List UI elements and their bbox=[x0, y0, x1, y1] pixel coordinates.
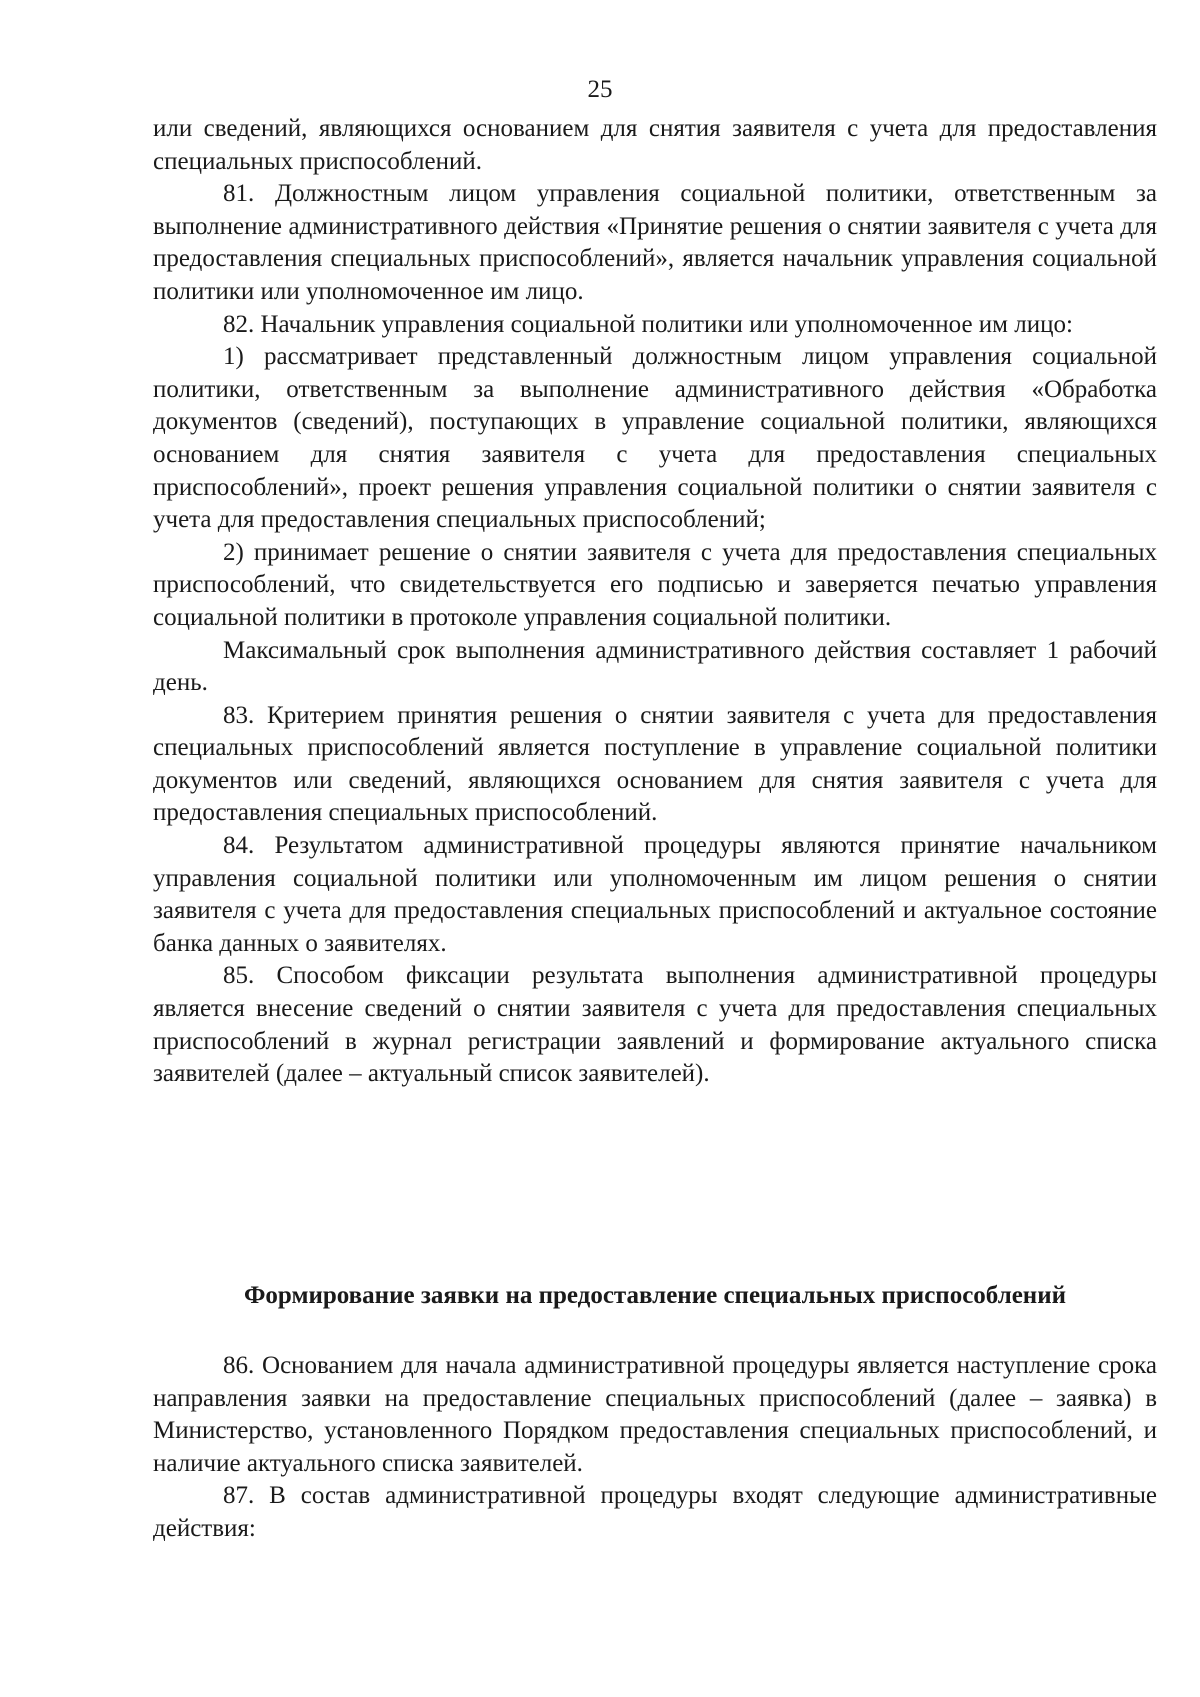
paragraph-81: 81. Должностным лицом управления социальной политики, ответственным за выполнение административного действия «Принятие решения о снятии заявителя с учета для предоставления специальных приспособлений», является начальник управления социальной политики или уполномоченное им лицо. bbox=[153, 180, 1157, 305]
paragraph-84: 84. Результатом административной процедуры являются принятие начальником управления социальной политики или уполномоченным им лицом решения о снятии заявителя с учета для предоставления специальных приспособлений и актуальное состояние банка данных о заявителях. bbox=[153, 832, 1157, 957]
paragraph-max-term: Максимальный срок выполнения административного действия составляет 1 рабочий день. bbox=[153, 636, 1157, 697]
paragraph-82-item-1: 1) рассматривает представленный должностным лицом управления социальной политики, ответственным за выполнение административного действия «Обработка документов (сведений), поступающих в управление социальной политики, являющихся основанием для снятия заявителя с учета для предоставления специальных приспособлений», проект решения управления социальной политики о снятии заявителя с учета для предоставления специальных приспособлений; bbox=[153, 343, 1157, 534]
body-text-upper bbox=[153, 113, 1157, 1091]
paragraph-82-item-2: 2) принимает решение о снятии заявителя с учета для предоставления специальных приспособлений, что свидетельствуется его подписью и заверяется печатью управления социальной политики в протоколе управления социальной политики. bbox=[153, 538, 1157, 631]
body-text-lower bbox=[153, 1350, 1157, 1546]
paragraph-87: 87. В состав административной процедуры входят следующие административные действия: bbox=[153, 1482, 1157, 1542]
paragraph-83: 83. Критерием принятия решения о снятии заявителя с учета для предоставления специальных приспособлений является поступление в управление социальной политики документов или сведений, являющихся основанием для снятия заявителя с учета для предоставления специальных приспособлений. bbox=[153, 701, 1157, 827]
paragraph-85: 85. Способом фиксации результата выполнения административной процедуры является внесение сведений о снятии заявителя с учета для предоставления специальных приспособлений в журнал регистрации заявлений и формирование актуального списка заявителей (далее – актуальный список заявителей). bbox=[153, 962, 1157, 1088]
paragraph-82: 82. Начальник управления социальной политики или уполномоченное им лицо: bbox=[223, 310, 1073, 338]
paragraph-continuation: или сведений, являющихся основанием для снятия заявителя с учета для предоставления специальных приспособлений. bbox=[153, 115, 1157, 175]
section-heading: Формирование заявки на предоставление специальных приспособлений bbox=[243, 1282, 1067, 1309]
page-number: 25 bbox=[587, 76, 613, 103]
paragraph-86: 86. Основанием для начала административной процедуры является наступление срока направления заявки на предоставление специальных приспособлений (далее – заявка) в Министерство, установленного Порядком предоставления специальных приспособлений, и наличие актуального списка заявителей. bbox=[153, 1352, 1157, 1477]
